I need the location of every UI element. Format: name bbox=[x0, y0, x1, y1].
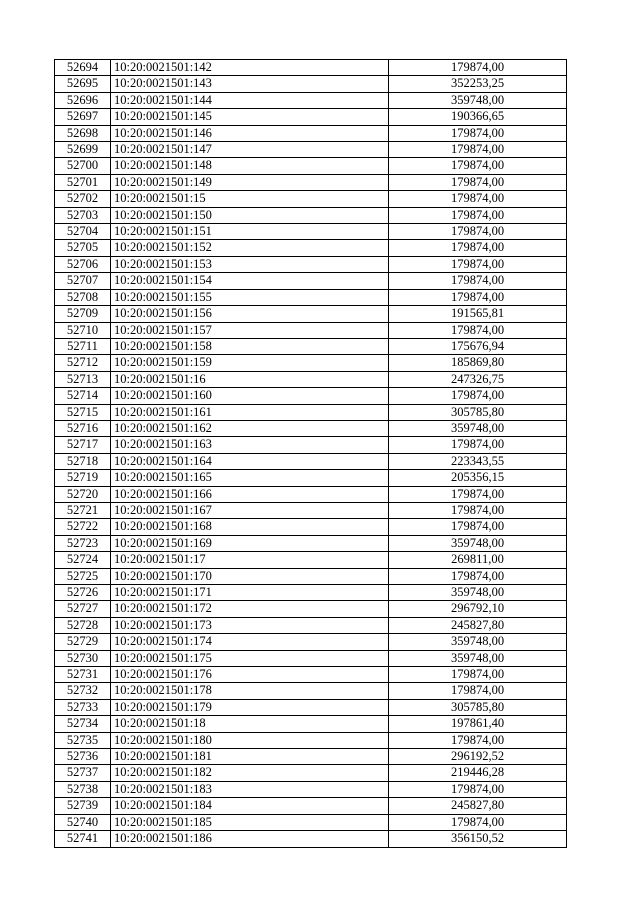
cadastral-value-cell: 179874,00 bbox=[389, 437, 567, 453]
table-row bbox=[55, 142, 567, 158]
row-number-cell: 52740 bbox=[55, 814, 111, 830]
table-row bbox=[55, 781, 567, 797]
cadastral-value-cell: 305785,80 bbox=[389, 699, 567, 715]
row-number-cell: 52731 bbox=[55, 667, 111, 683]
table-row bbox=[55, 306, 567, 322]
cadastral-value-cell: 356150,52 bbox=[389, 831, 567, 847]
row-number-cell: 52710 bbox=[55, 322, 111, 338]
row-number-cell: 52715 bbox=[55, 404, 111, 420]
table-row bbox=[55, 273, 567, 289]
cadastral-value-cell: 359748,00 bbox=[389, 92, 567, 108]
cadastral-number-cell: 10:20:0021501:18 bbox=[111, 716, 389, 732]
row-number-cell: 52709 bbox=[55, 306, 111, 322]
cadastral-value-cell: 245827,80 bbox=[389, 617, 567, 633]
cadastral-number-cell: 10:20:0021501:146 bbox=[111, 125, 389, 141]
table-row bbox=[55, 289, 567, 305]
cadastral-number-cell: 10:20:0021501:151 bbox=[111, 224, 389, 240]
cadastral-number-cell: 10:20:0021501:179 bbox=[111, 699, 389, 715]
cadastral-value-cell: 179874,00 bbox=[389, 781, 567, 797]
row-number-cell: 52716 bbox=[55, 420, 111, 436]
cadastral-number-cell: 10:20:0021501:173 bbox=[111, 617, 389, 633]
row-number-cell: 52701 bbox=[55, 174, 111, 190]
cadastral-number-cell: 10:20:0021501:183 bbox=[111, 781, 389, 797]
table-row bbox=[55, 732, 567, 748]
table-row bbox=[55, 224, 567, 240]
cadastral-number-cell: 10:20:0021501:17 bbox=[111, 552, 389, 568]
cadastral-value-cell: 247326,75 bbox=[389, 371, 567, 387]
row-number-cell: 52741 bbox=[55, 831, 111, 847]
cadastral-value-cell: 179874,00 bbox=[389, 125, 567, 141]
row-number-cell: 52695 bbox=[55, 76, 111, 92]
cadastral-number-cell: 10:20:0021501:169 bbox=[111, 535, 389, 551]
table-row bbox=[55, 749, 567, 765]
row-number-cell: 52728 bbox=[55, 617, 111, 633]
cadastral-number-cell: 10:20:0021501:157 bbox=[111, 322, 389, 338]
cadastral-number-cell: 10:20:0021501:165 bbox=[111, 470, 389, 486]
cadastral-number-cell: 10:20:0021501:167 bbox=[111, 502, 389, 518]
cadastral-value-cell: 185869,80 bbox=[389, 355, 567, 371]
cadastral-number-cell: 10:20:0021501:166 bbox=[111, 486, 389, 502]
row-number-cell: 52735 bbox=[55, 732, 111, 748]
table-body bbox=[55, 60, 567, 848]
cadastral-number-cell: 10:20:0021501:162 bbox=[111, 420, 389, 436]
row-number-cell: 52726 bbox=[55, 585, 111, 601]
table-row bbox=[55, 716, 567, 732]
cadastral-value-cell: 179874,00 bbox=[389, 732, 567, 748]
cadastral-number-cell: 10:20:0021501:158 bbox=[111, 338, 389, 354]
table-row bbox=[55, 125, 567, 141]
cadastral-value-cell: 179874,00 bbox=[389, 207, 567, 223]
cadastral-number-cell: 10:20:0021501:147 bbox=[111, 142, 389, 158]
cadastral-number-cell: 10:20:0021501:185 bbox=[111, 814, 389, 830]
cadastral-value-cell: 269811,00 bbox=[389, 552, 567, 568]
cadastral-number-cell: 10:20:0021501:174 bbox=[111, 634, 389, 650]
row-number-cell: 52699 bbox=[55, 142, 111, 158]
table-row bbox=[55, 92, 567, 108]
cadastral-value-cell: 179874,00 bbox=[389, 683, 567, 699]
cadastral-value-table bbox=[54, 59, 567, 848]
table-row bbox=[55, 404, 567, 420]
cadastral-value-cell: 179874,00 bbox=[389, 191, 567, 207]
cadastral-number-cell: 10:20:0021501:152 bbox=[111, 240, 389, 256]
row-number-cell: 52720 bbox=[55, 486, 111, 502]
row-number-cell: 52736 bbox=[55, 749, 111, 765]
table-row bbox=[55, 699, 567, 715]
cadastral-number-cell: 10:20:0021501:164 bbox=[111, 453, 389, 469]
cadastral-value-cell: 179874,00 bbox=[389, 174, 567, 190]
cadastral-value-cell: 175676,94 bbox=[389, 338, 567, 354]
cadastral-number-cell: 10:20:0021501:154 bbox=[111, 273, 389, 289]
table-row bbox=[55, 798, 567, 814]
row-number-cell: 52713 bbox=[55, 371, 111, 387]
row-number-cell: 52723 bbox=[55, 535, 111, 551]
table-row bbox=[55, 683, 567, 699]
cadastral-value-cell: 179874,00 bbox=[389, 240, 567, 256]
cadastral-number-cell: 10:20:0021501:171 bbox=[111, 585, 389, 601]
table-row bbox=[55, 486, 567, 502]
row-number-cell: 52721 bbox=[55, 502, 111, 518]
cadastral-value-cell: 305785,80 bbox=[389, 404, 567, 420]
row-number-cell: 52722 bbox=[55, 519, 111, 535]
row-number-cell: 52734 bbox=[55, 716, 111, 732]
cadastral-value-cell: 359748,00 bbox=[389, 420, 567, 436]
row-number-cell: 52729 bbox=[55, 634, 111, 650]
cadastral-number-cell: 10:20:0021501:148 bbox=[111, 158, 389, 174]
row-number-cell: 52714 bbox=[55, 388, 111, 404]
cadastral-number-cell: 10:20:0021501:149 bbox=[111, 174, 389, 190]
cadastral-number-cell: 10:20:0021501:156 bbox=[111, 306, 389, 322]
cadastral-value-cell: 179874,00 bbox=[389, 486, 567, 502]
cadastral-number-cell: 10:20:0021501:182 bbox=[111, 765, 389, 781]
cadastral-value-cell: 179874,00 bbox=[389, 814, 567, 830]
cadastral-value-cell: 179874,00 bbox=[389, 289, 567, 305]
table-row bbox=[55, 207, 567, 223]
row-number-cell: 52733 bbox=[55, 699, 111, 715]
cadastral-number-cell: 10:20:0021501:16 bbox=[111, 371, 389, 387]
cadastral-value-cell: 205356,15 bbox=[389, 470, 567, 486]
table-row bbox=[55, 634, 567, 650]
table-row bbox=[55, 470, 567, 486]
table-row bbox=[55, 765, 567, 781]
cadastral-value-cell: 179874,00 bbox=[389, 502, 567, 518]
cadastral-value-cell: 179874,00 bbox=[389, 142, 567, 158]
cadastral-value-cell: 179874,00 bbox=[389, 322, 567, 338]
row-number-cell: 52700 bbox=[55, 158, 111, 174]
cadastral-number-cell: 10:20:0021501:142 bbox=[111, 60, 389, 76]
row-number-cell: 52719 bbox=[55, 470, 111, 486]
row-number-cell: 52712 bbox=[55, 355, 111, 371]
cadastral-value-cell: 179874,00 bbox=[389, 519, 567, 535]
row-number-cell: 52702 bbox=[55, 191, 111, 207]
table-row bbox=[55, 453, 567, 469]
row-number-cell: 52738 bbox=[55, 781, 111, 797]
cadastral-number-cell: 10:20:0021501:160 bbox=[111, 388, 389, 404]
table-row bbox=[55, 60, 567, 76]
table-row bbox=[55, 601, 567, 617]
row-number-cell: 52739 bbox=[55, 798, 111, 814]
cadastral-number-cell: 10:20:0021501:186 bbox=[111, 831, 389, 847]
table-row bbox=[55, 256, 567, 272]
table-row bbox=[55, 502, 567, 518]
table-row bbox=[55, 191, 567, 207]
cadastral-number-cell: 10:20:0021501:153 bbox=[111, 256, 389, 272]
table-row bbox=[55, 617, 567, 633]
cadastral-number-cell: 10:20:0021501:180 bbox=[111, 732, 389, 748]
table-row bbox=[55, 371, 567, 387]
cadastral-value-cell: 179874,00 bbox=[389, 60, 567, 76]
cadastral-value-cell: 352253,25 bbox=[389, 76, 567, 92]
cadastral-value-cell: 179874,00 bbox=[389, 273, 567, 289]
row-number-cell: 52697 bbox=[55, 109, 111, 125]
row-number-cell: 52725 bbox=[55, 568, 111, 584]
cadastral-number-cell: 10:20:0021501:150 bbox=[111, 207, 389, 223]
cadastral-number-cell: 10:20:0021501:172 bbox=[111, 601, 389, 617]
row-number-cell: 52703 bbox=[55, 207, 111, 223]
cadastral-value-cell: 223343,55 bbox=[389, 453, 567, 469]
cadastral-value-cell: 359748,00 bbox=[389, 535, 567, 551]
row-number-cell: 52705 bbox=[55, 240, 111, 256]
cadastral-value-cell: 296792,10 bbox=[389, 601, 567, 617]
row-number-cell: 52707 bbox=[55, 273, 111, 289]
row-number-cell: 52711 bbox=[55, 338, 111, 354]
cadastral-value-cell: 179874,00 bbox=[389, 158, 567, 174]
row-number-cell: 52724 bbox=[55, 552, 111, 568]
cadastral-value-cell: 359748,00 bbox=[389, 634, 567, 650]
table-row bbox=[55, 420, 567, 436]
cadastral-number-cell: 10:20:0021501:145 bbox=[111, 109, 389, 125]
cadastral-number-cell: 10:20:0021501:170 bbox=[111, 568, 389, 584]
cadastral-value-cell: 191565,81 bbox=[389, 306, 567, 322]
table-row bbox=[55, 174, 567, 190]
cadastral-value-cell: 219446,28 bbox=[389, 765, 567, 781]
table-row bbox=[55, 355, 567, 371]
table-row bbox=[55, 650, 567, 666]
row-number-cell: 52698 bbox=[55, 125, 111, 141]
cadastral-value-cell: 179874,00 bbox=[389, 388, 567, 404]
table-row bbox=[55, 519, 567, 535]
cadastral-value-cell: 179874,00 bbox=[389, 568, 567, 584]
table-row bbox=[55, 109, 567, 125]
cadastral-number-cell: 10:20:0021501:159 bbox=[111, 355, 389, 371]
row-number-cell: 52732 bbox=[55, 683, 111, 699]
table-row bbox=[55, 585, 567, 601]
row-number-cell: 52704 bbox=[55, 224, 111, 240]
table-row bbox=[55, 667, 567, 683]
table-row bbox=[55, 388, 567, 404]
cadastral-number-cell: 10:20:0021501:143 bbox=[111, 76, 389, 92]
cadastral-number-cell: 10:20:0021501:155 bbox=[111, 289, 389, 305]
cadastral-value-cell: 190366,65 bbox=[389, 109, 567, 125]
cadastral-number-cell: 10:20:0021501:168 bbox=[111, 519, 389, 535]
row-number-cell: 52737 bbox=[55, 765, 111, 781]
table-row bbox=[55, 568, 567, 584]
row-number-cell: 52696 bbox=[55, 92, 111, 108]
cadastral-value-cell: 359748,00 bbox=[389, 650, 567, 666]
table-row bbox=[55, 437, 567, 453]
cadastral-number-cell: 10:20:0021501:161 bbox=[111, 404, 389, 420]
cadastral-number-cell: 10:20:0021501:15 bbox=[111, 191, 389, 207]
cadastral-value-cell: 197861,40 bbox=[389, 716, 567, 732]
table-row bbox=[55, 76, 567, 92]
cadastral-value-cell: 245827,80 bbox=[389, 798, 567, 814]
table-row bbox=[55, 535, 567, 551]
row-number-cell: 52730 bbox=[55, 650, 111, 666]
row-number-cell: 52718 bbox=[55, 453, 111, 469]
cadastral-number-cell: 10:20:0021501:144 bbox=[111, 92, 389, 108]
table-row bbox=[55, 552, 567, 568]
table-row bbox=[55, 338, 567, 354]
row-number-cell: 52717 bbox=[55, 437, 111, 453]
row-number-cell: 52694 bbox=[55, 60, 111, 76]
cadastral-number-cell: 10:20:0021501:176 bbox=[111, 667, 389, 683]
table-row bbox=[55, 322, 567, 338]
cadastral-number-cell: 10:20:0021501:175 bbox=[111, 650, 389, 666]
cadastral-number-cell: 10:20:0021501:163 bbox=[111, 437, 389, 453]
cadastral-value-cell: 359748,00 bbox=[389, 585, 567, 601]
row-number-cell: 52706 bbox=[55, 256, 111, 272]
table-row bbox=[55, 240, 567, 256]
cadastral-value-cell: 179874,00 bbox=[389, 256, 567, 272]
table-row bbox=[55, 831, 567, 847]
cadastral-number-cell: 10:20:0021501:178 bbox=[111, 683, 389, 699]
row-number-cell: 52727 bbox=[55, 601, 111, 617]
cadastral-value-cell: 179874,00 bbox=[389, 224, 567, 240]
cadastral-number-cell: 10:20:0021501:184 bbox=[111, 798, 389, 814]
cadastral-value-cell: 179874,00 bbox=[389, 667, 567, 683]
table-row bbox=[55, 158, 567, 174]
table-row bbox=[55, 814, 567, 830]
cadastral-value-cell: 296192,52 bbox=[389, 749, 567, 765]
cadastral-number-cell: 10:20:0021501:181 bbox=[111, 749, 389, 765]
row-number-cell: 52708 bbox=[55, 289, 111, 305]
